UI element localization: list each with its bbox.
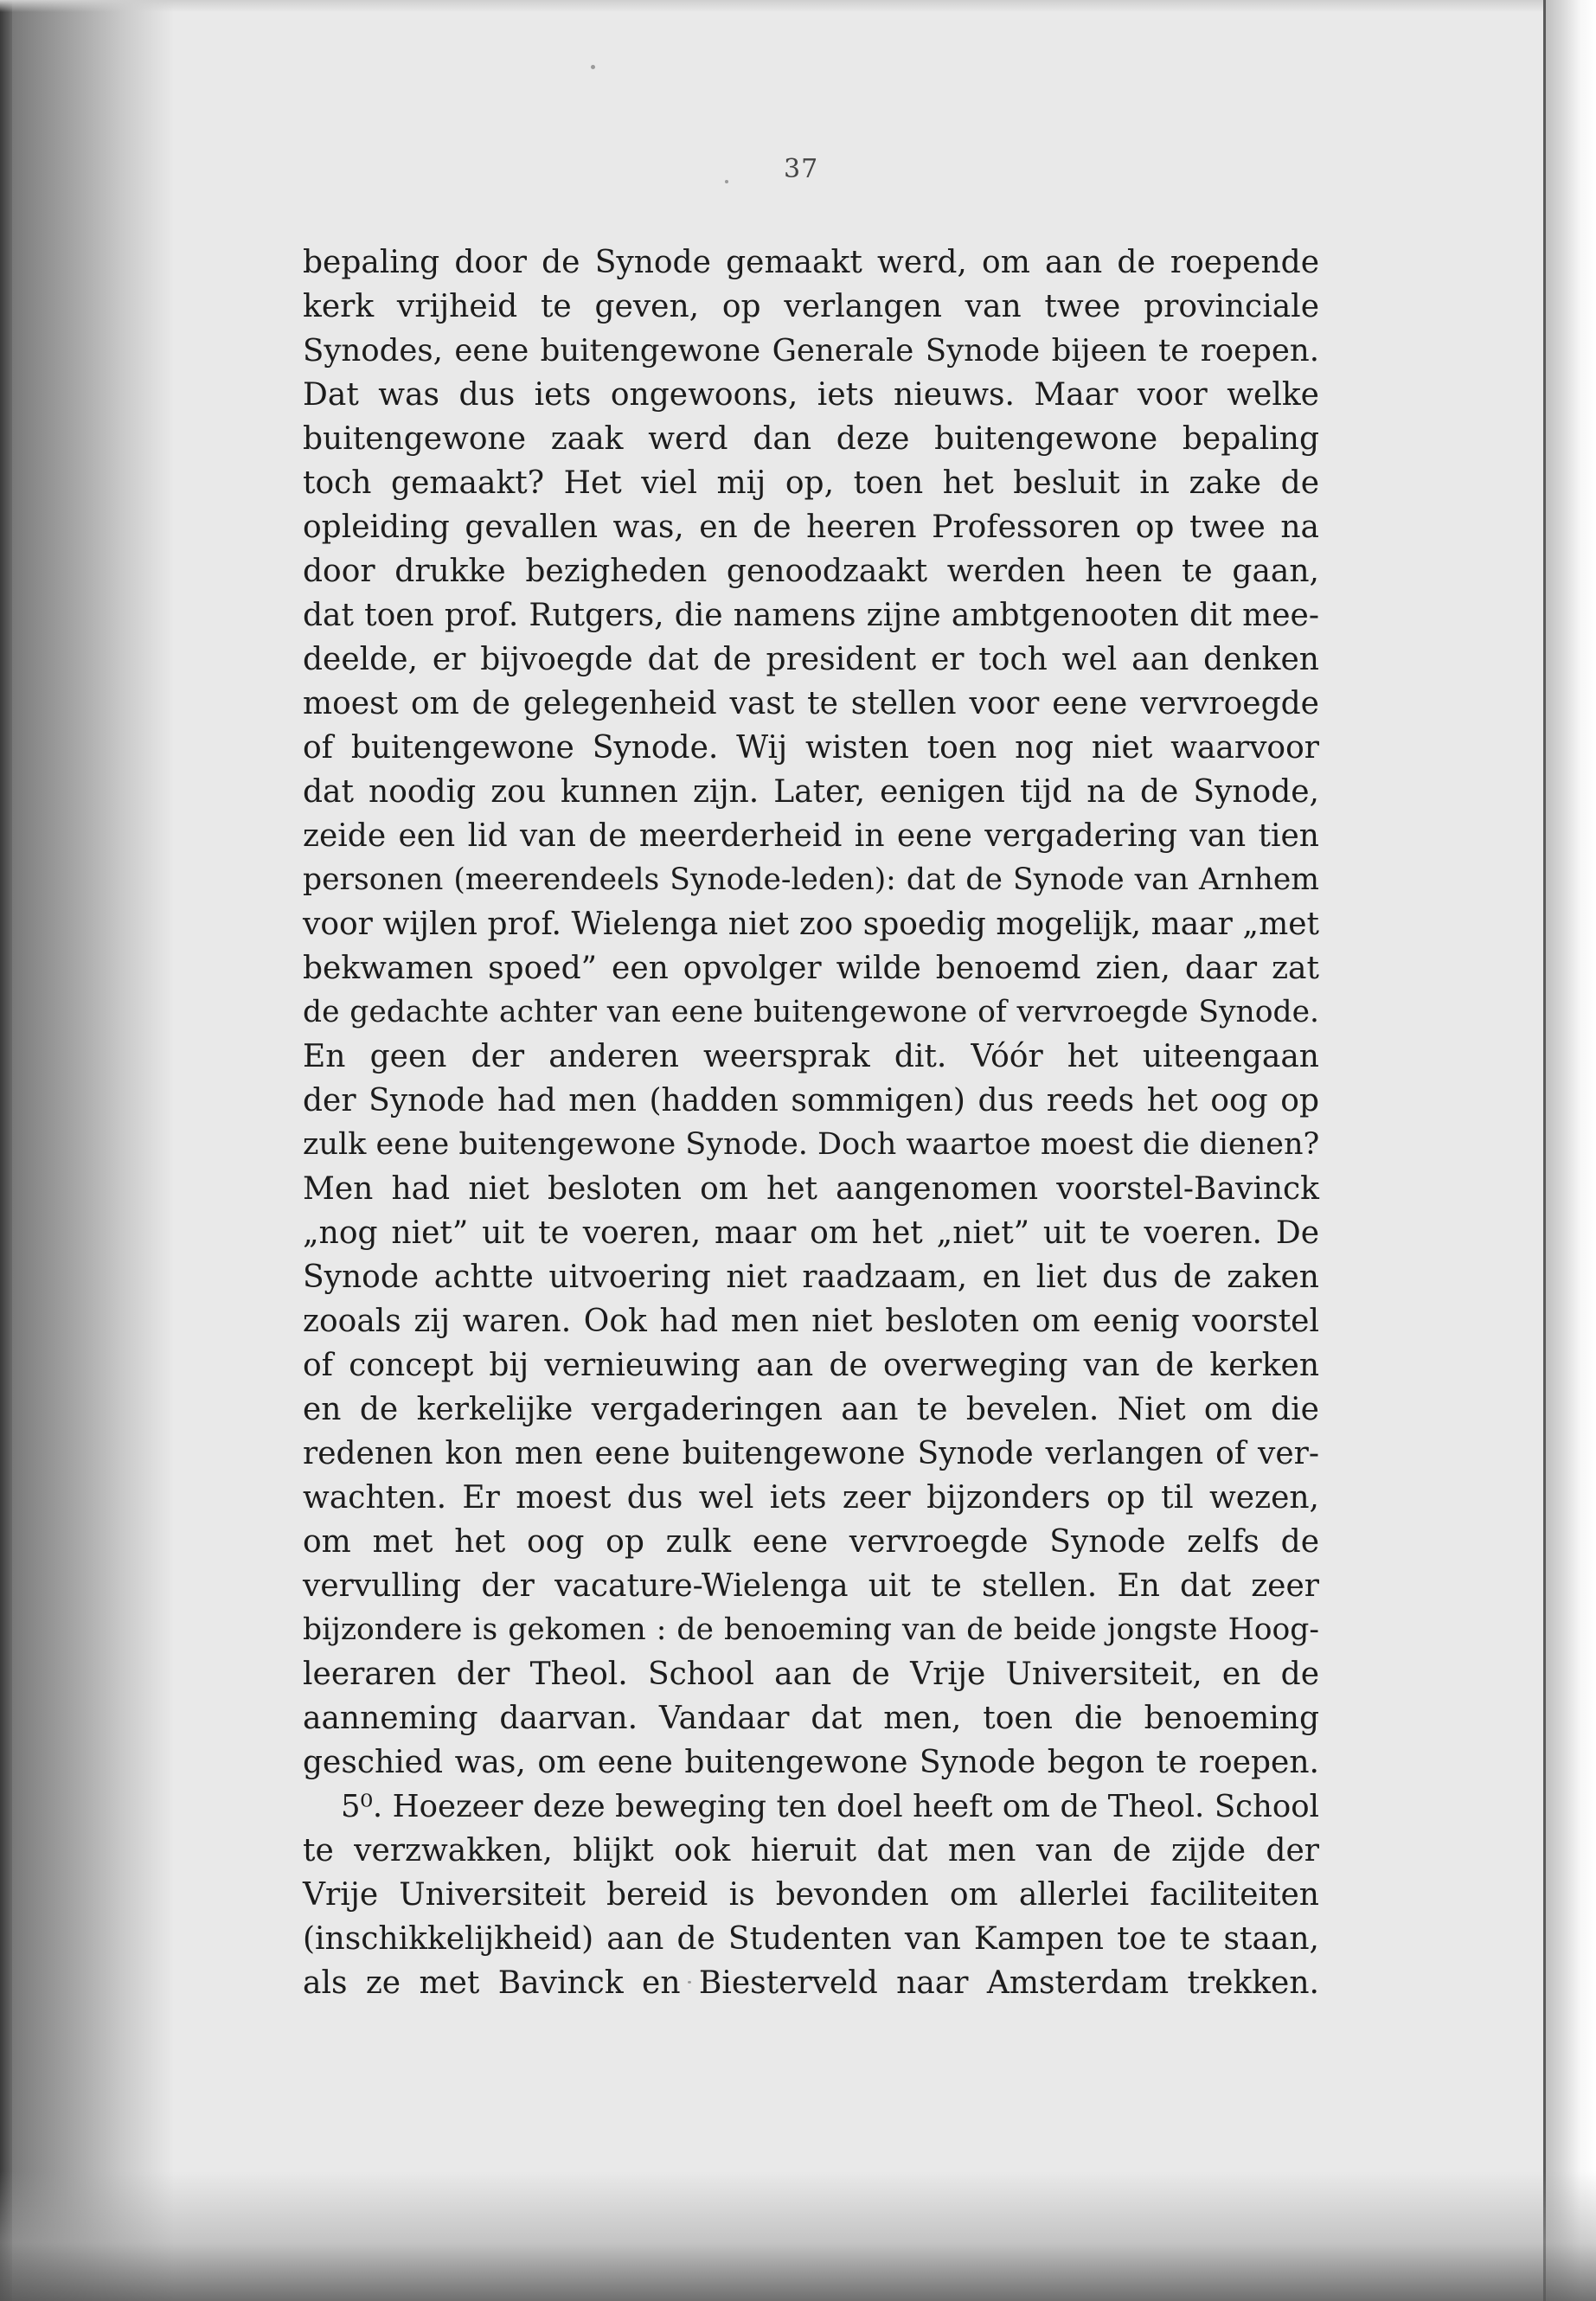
bottom-shadow [0,2171,1596,2301]
text-line: aanneming daarvan. Vandaar dat men, toen die benoeming [303,1701,1319,1736]
text-line: redenen kon men eene buitengewone Synode verlangen of ver- [303,1436,1319,1471]
page-number: 37 [784,154,819,184]
text-line: kerk vrijheid te geven, op verlangen van twee provinciale [303,289,1319,324]
page-right-border [1543,0,1546,2301]
text-line: Dat was dus iets ongewoons, iets nieuws. Maar voor welke [303,377,1319,413]
text-line: om met het oog op zulk eene vervroegde Synode zelfs de [303,1524,1319,1560]
body-text [303,240,1319,2005]
text-line: Men had niet besloten om het aangenomen voorstel-Bavinck [303,1171,1319,1207]
text-line: dat toen prof. Rutgers, die namens zijne ambtgenooten dit mee- [303,598,1319,633]
text-line: moest om de gelegenheid vast te stellen voor eene vervroegde [303,686,1319,721]
text-line: „nog niet” uit te voeren, maar om het „niet” uit te voeren. De [303,1215,1319,1251]
text-line: opleiding gevallen was, en de heeren Professoren op twee na [303,510,1319,545]
text-line: deelde, er bijvoegde dat de president er toch wel aan denken [303,642,1319,677]
text-line: toch gemaakt? Het viel mij op, toen het besluit in zake de [303,465,1319,501]
text-line: leeraren der Theol. School aan de Vrije Universiteit, en de [303,1657,1319,1692]
text-line: of buitengewone Synode. Wij wisten toen nog niet waarvoor [303,730,1319,766]
text-line: als ze met Bavinck en Biesterveld naar Amsterdam trekken. [303,1965,1319,2001]
text-line: voor wijlen prof. Wielenga niet zoo spoedig mogelijk, maar „met [303,907,1319,942]
text-line: wachten. Er moest dus wel iets zeer bijzonders op til wezen, [303,1480,1319,1516]
text-line: (inschikkelijkheid) aan de Studenten van Kampen toe te staan, [303,1921,1319,1957]
text-line: bijzondere is gekomen : de benoeming van de beide jongste Hoog- [303,1612,1319,1647]
text-line: bepaling door de Synode gemaakt werd, om aan de roepende [303,245,1319,280]
text-line: Synode achtte uitvoering niet raadzaam, en liet dus de zaken [303,1259,1319,1295]
text-line: der Synode had men (hadden sommigen) dus reeds het oog op [303,1083,1319,1118]
text-line: en de kerkelijke vergaderingen aan te bevelen. Niet om die [303,1392,1319,1427]
text-line: zeide een lid van de meerderheid in eene vergadering van tien [303,818,1319,854]
text-line: En geen der anderen weersprak dit. Vóór het uiteengaan [303,1039,1319,1074]
binding-edge [0,0,12,2301]
page-right-edge [1544,0,1596,2301]
text-line: geschied was, om eene buitengewone Synode begon te roepen. [303,1745,1319,1780]
text-line: of concept bij vernieuwing aan de overweging van de kerken [303,1348,1319,1383]
dust-speck [725,180,728,183]
top-edge [0,0,1596,12]
text-line: buitengewone zaak werd dan deze buitengewone bepaling [303,421,1319,457]
text-line: dat noodig zou kunnen zijn. Later, eenigen tijd na de Synode, [303,774,1319,810]
text-line: Synodes, eene buitengewone Generale Synode bijeen te roepen. [303,333,1319,369]
text-line: door drukke bezigheden genoodzaakt werden heen te gaan, [303,554,1319,589]
text-line: zooals zij waren. Ook had men niet besloten om eenig voorstel [303,1304,1319,1339]
text-line: de gedachte achter van eene buitengewone of vervroegde Synode. [303,995,1319,1029]
text-line: zulk eene buitengewone Synode. Doch waartoe moest die dienen? [303,1127,1320,1162]
text-line: Vrije Universiteit bereid is bevonden om allerlei faciliteiten [303,1877,1319,1913]
text-line: personen (meerendeels Synode-leden): dat de Synode van Arnhem [303,862,1319,897]
text-line: bekwamen spoed” een opvolger wilde benoemd zien, daar zat [303,951,1319,986]
text-line: vervulling der vacature-Wielenga uit te stellen. En dat zeer [303,1568,1319,1604]
text-line: 5⁰. Hoezeer deze beweging ten doel heeft om de Theol. School [341,1789,1319,1824]
binding-shadow [0,0,173,2301]
text-line: te verzwakken, blijkt ook hieruit dat men van de zijde der [303,1833,1319,1868]
dust-speck [591,65,595,69]
